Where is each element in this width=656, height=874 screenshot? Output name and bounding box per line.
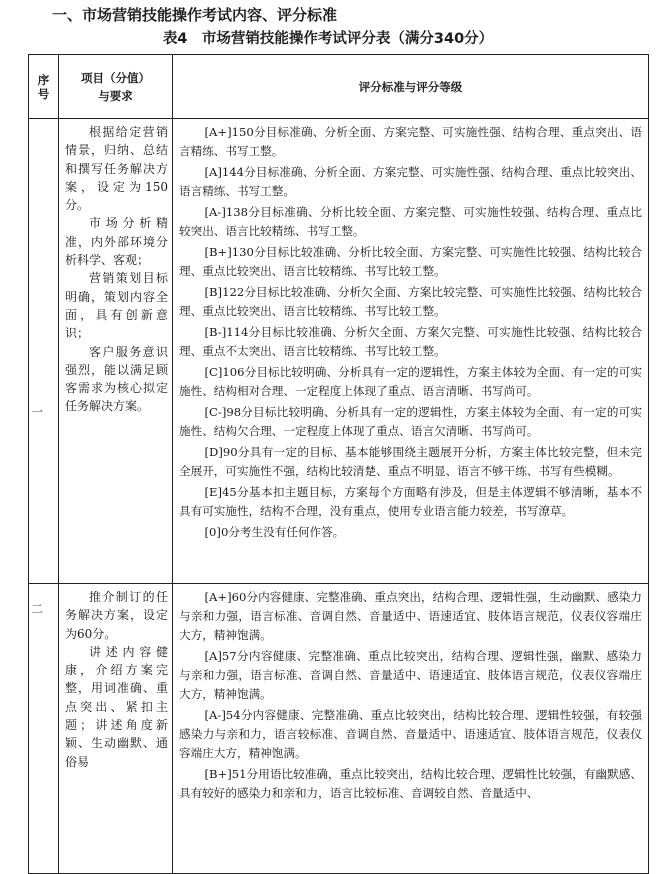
grade-item: [B-]114分目标比较准确、分析欠全面、方案欠完整、可实施性比较强、结构比较合理、重点不太突出、语言比较精练、书写比较工整。	[179, 325, 642, 358]
grade-item: [E]45分基本扣主题目标，方案每个方面略有涉及，但是主体逻辑不够清晰，基本不具有可实施性，结构不合理，没有重点，使用专业语言能力较差，书写潦草。	[179, 485, 642, 518]
grade-item: [A-]54分内容健康、完整准确、重点比较突出，结构比较合理、逻辑性较强，有较强感染力与亲和力，语言较标准、音调自然、音量适中、语速适宜、肢体语言规范，仪表仪容端庄大方，精神饱满。	[179, 708, 642, 760]
grade-item: [D]90分具有一定的目标、基本能够围绕主题展开分析，方案主体比较完整，但未完全展开，可实施性不强，结构比较清楚、重点不明显、语言不够干练、书写有些模糊。	[179, 445, 642, 478]
header-item	[59, 55, 173, 119]
requirement-paragraph: 根据给定营销情景，归纳、总结和撰写任务解决方案，设定为150分。	[65, 125, 168, 213]
table-header-row	[29, 55, 649, 119]
requirements-cell	[59, 119, 173, 584]
header-number-text: 序 号	[37, 72, 50, 101]
header-item-text: 项目（分值） 与要求	[81, 70, 150, 103]
grade-item: [B+]51分用语比较准确，重点比较突出，结构比较合理、逻辑性比较强，有幽默感、具有较好的感染力和亲和力，语言比较标准、音调较自然、音量适中、	[179, 767, 642, 800]
header-number	[29, 55, 59, 119]
grade-item: [B+]130分目标比较准确、分析比较全面、方案完整、可实施性比较强、结构比较合理、重点比较突出、语言比较精练、书写比较工整。	[179, 245, 642, 278]
requirement-paragraph: 市场分析精准，内外部环境分析科学、客观；	[65, 216, 168, 268]
grade-item: [A]57分内容健康、完整准确、重点比较突出，结构合理、逻辑性强，幽默、感染力与亲和力强，语言标准、音调自然、音量适中、语速适宜、肢体语言规范，仪表仪容端庄大方，精神饱满。	[179, 649, 642, 701]
table-row	[29, 119, 649, 584]
requirement-paragraph: 营销策划目标明确，策划内容全面，具有创新意识；	[65, 271, 168, 341]
row-number-cell	[29, 584, 59, 874]
requirements-cell	[59, 584, 173, 874]
requirement-paragraph: 客户服务意识强烈，能以满足顾客需求为核心拟定任务解决方案。	[65, 344, 168, 414]
header-standard: 评分标准与评分等级	[173, 55, 649, 119]
table-caption: 表4 市场营销技能操作考试评分表（满分340分）	[162, 31, 494, 47]
grade-item: [A+]150分目标准确、分析全面、方案完整、可实施性强、结构合理、重点突出、语言精练、书写工整。	[179, 125, 642, 158]
section-title: 一、市场营销技能操作考试内容、评分标准	[52, 6, 338, 24]
grade-item: [B]122分目标比较准确、分析欠全面、方案比较完整、可实施性比较强、结构比较合理、重点比较突出、语言比较精练、书写比较工整。	[179, 285, 642, 318]
requirement-paragraph: 讲述内容健康，介绍方案完整，用词准确、重点突出、紧扣主题；讲述角度新颖、生动幽默、通俗易	[65, 644, 168, 769]
row-number: 一	[31, 405, 44, 419]
requirement-paragraph: 推介制订的任务解决方案，设定为60分。	[65, 590, 168, 641]
grade-item: [C]106分目标比较明确、分析具有一定的逻辑性，方案主体较为全面、有一定的可实施性、结构相对合理、一定程度上体现了重点、语言清晰、书写尚可。	[179, 365, 642, 398]
grades-cell	[173, 119, 649, 584]
scoring-table	[28, 54, 649, 874]
grade-item: [A]144分目标准确、分析全面、方案完整、可实施性强、结构合理、重点比较突出、语言精练、书写工整。	[179, 165, 642, 198]
grade-item: [C-]98分目标比较明确、分析具有一定的逻辑性，方案主体较为全面、有一定的可实施性、结构欠合理、一定程度上体现了重点、语言欠清晰、书写尚可。	[179, 405, 642, 438]
grade-item: [A+]60分内容健康、完整准确、重点突出，结构合理、逻辑性强，生动幽默、感染力与亲和力强，语言标准、音调自然、音量适中、语速适宜、肢体语言规范，仪表仪容端庄大方，精神饱满。	[179, 590, 642, 642]
table-row	[29, 584, 649, 874]
row-number: 二	[31, 602, 44, 616]
row-number-cell	[29, 119, 59, 584]
grade-item: [0]0分考生没有任何作答。	[204, 525, 345, 539]
grades-cell	[173, 584, 649, 874]
grade-item: [A-]138分目标准确、分析比较全面、方案完整、可实施性较强、结构合理、重点比较突出、语言比较精练、书写工整。	[179, 205, 642, 238]
